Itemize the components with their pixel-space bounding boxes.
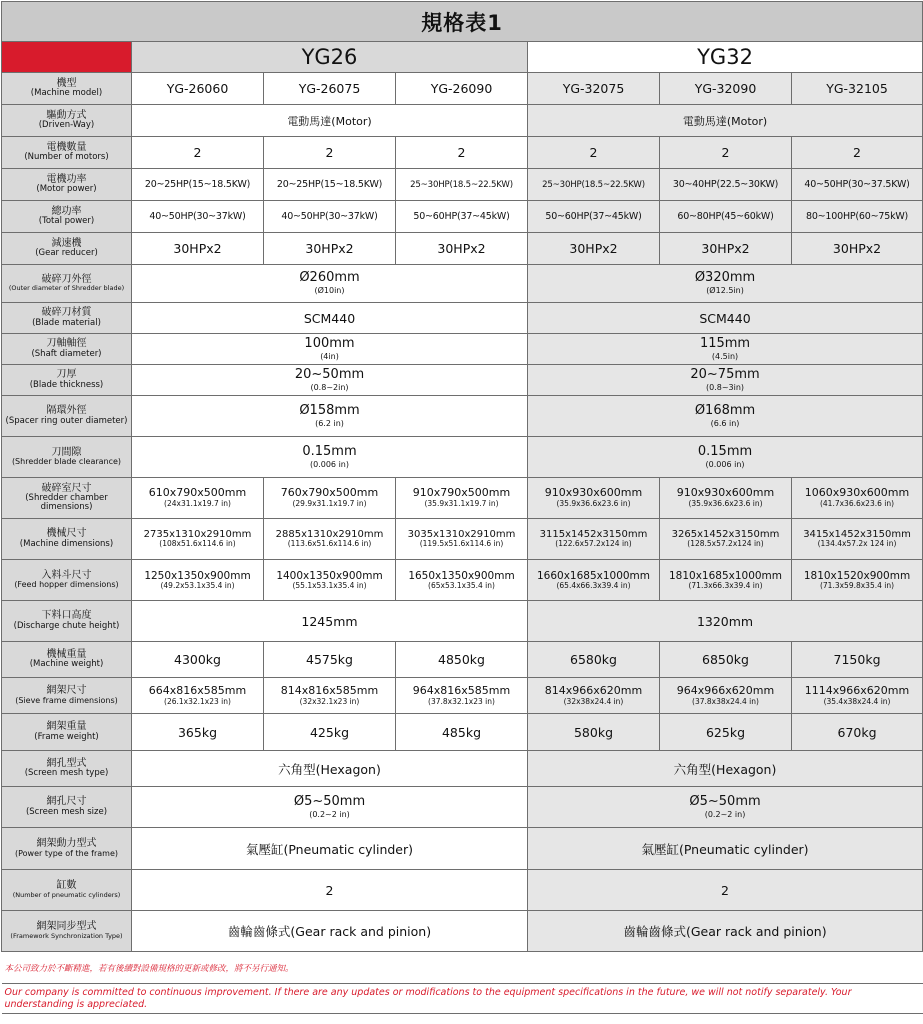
row-motors (2, 137, 923, 169)
value-main: 1650x1350x900mm (408, 569, 515, 582)
value-main: 814x816x585mm (280, 683, 379, 697)
sieve-cell (132, 678, 264, 714)
drive-yg26: 電動馬達(Motor) (132, 105, 528, 137)
value-sub: (35.9x31.1x19.7 in) (424, 499, 499, 508)
motor-power-cell: 30~40HP(22.5~30KW) (660, 169, 792, 201)
label-en: (Power type of the frame) (14, 848, 119, 858)
label-en: (Screen mesh type) (24, 768, 109, 779)
motor-power-cell: 25~30HP(18.5~22.5KW) (396, 169, 528, 201)
value-sub: (65x53.1x35.4 in) (428, 580, 495, 590)
label-zh: 減速機 (51, 237, 82, 249)
value-main: 3115x1452x3150mm (539, 528, 648, 540)
model-cell: YG-26075 (264, 73, 396, 105)
value-sub: (4in) (320, 351, 339, 361)
row-cylinders (2, 870, 923, 911)
row-label (2, 201, 132, 233)
shaft-yg26 (132, 334, 528, 365)
label-zh: 網架同步型式 (36, 921, 97, 933)
value-main: 0.15mm (697, 443, 753, 459)
label-zh: 入料斗尺寸 (41, 569, 92, 581)
reducer-cell: 30HPx2 (396, 233, 528, 265)
label-en: (Framework Synchronization Type) (10, 931, 123, 940)
value-sub: (122.6x57.2x124 in) (555, 539, 632, 549)
weight-cell: 4850kg (396, 642, 528, 678)
value-main: Ø5~50mm (293, 793, 366, 809)
value-sub: (108x51.6x114.6 in) (159, 539, 236, 549)
corner-red-cell (2, 42, 132, 73)
sync-yg32: 齒輪齒條式(Gear rack and pinion) (528, 911, 923, 952)
title-row (2, 2, 923, 42)
label-zh: 破碎刀材質 (41, 307, 92, 319)
value-sub: (41.7x36.6x23.6 in) (819, 499, 895, 508)
value-sub: (26.1x32.1x23 in) (164, 696, 231, 706)
row-label (2, 519, 132, 560)
total-power-cell: 80~100HP(60~75kW) (792, 201, 923, 233)
label-en: (Blade thickness) (29, 379, 104, 390)
label-zh: 網孔型式 (46, 757, 87, 769)
hopper-cell (660, 560, 792, 601)
value-sub: (24x31.1x19.7 in) (164, 499, 231, 508)
value-main: 0.15mm (302, 443, 357, 459)
value-main: Ø158mm (299, 402, 360, 418)
thickness-yg26 (132, 365, 528, 396)
disclaimer-zh: 本公司致力於不斷精進，若有後續對設備規格的更新或修改，將不另行通知。 (2, 952, 923, 984)
label-en: (Blade material) (32, 317, 101, 328)
value-sub: (119.5x51.6x114.6 in) (419, 539, 504, 549)
frame-weight-cell: 425kg (264, 714, 396, 751)
blade-od-yg32 (528, 265, 923, 303)
group-header-row (2, 42, 923, 73)
value-sub: (55.1x53.1x35.4 in) (292, 580, 367, 590)
row-shaft (2, 334, 923, 365)
row-label (2, 73, 132, 105)
value-sub: (0.8~2in) (310, 382, 349, 392)
label-en: (Discharge chute height) (13, 620, 120, 631)
row-label (2, 396, 132, 437)
value-sub: (0.006 in) (310, 459, 349, 469)
value-sub: (65.4x66.3x39.4 in) (556, 580, 631, 590)
value-main: 20~75mm (690, 366, 760, 382)
weight-cell: 7150kg (792, 642, 923, 678)
blade-material-yg26: SCM440 (132, 303, 528, 334)
row-mesh-type (2, 751, 923, 787)
row-label (2, 787, 132, 828)
row-label (2, 678, 132, 714)
reducer-cell: 30HPx2 (132, 233, 264, 265)
row-label (2, 642, 132, 678)
row-label (2, 828, 132, 870)
value-main: 964x816x585mm (412, 683, 511, 697)
value-main: 760x790x500mm (280, 486, 379, 500)
mesh-size-yg32 (528, 787, 923, 828)
model-cell: YG-32075 (528, 73, 660, 105)
sieve-cell (396, 678, 528, 714)
label-zh: 破碎刀外徑 (41, 273, 92, 285)
value-main: Ø5~50mm (689, 793, 761, 809)
label-zh: 電機數量 (46, 141, 87, 153)
row-blade-material (2, 303, 923, 334)
drive-yg32: 電動馬達(Motor) (528, 105, 923, 137)
value-main: 1060x930x600mm (804, 486, 910, 500)
label-zh: 刀軸軸徑 (46, 338, 87, 350)
value-sub: (0.2~2 in) (309, 809, 350, 819)
value-sub: (35.9x36.6x23.6 in) (556, 499, 631, 508)
frame-weight-cell: 625kg (660, 714, 792, 751)
value-main: 3035x1310x2910mm (407, 528, 516, 540)
discharge-yg32: 1320mm (528, 601, 923, 642)
reducer-cell: 30HPx2 (792, 233, 923, 265)
row-label (2, 751, 132, 787)
value-sub: (6.6 in) (710, 418, 740, 428)
label-en: (Machine weight) (29, 659, 104, 670)
row-chamber (2, 478, 923, 519)
frame-weight-cell: 670kg (792, 714, 923, 751)
label-zh: 機械尺寸 (46, 528, 87, 540)
thickness-yg32 (528, 365, 923, 396)
row-total-power (2, 201, 923, 233)
value-main: 910x930x600mm (676, 486, 775, 500)
value-main: 1810x1685x1000mm (668, 569, 783, 582)
label-zh: 電機功率 (46, 173, 87, 185)
motor-power-cell: 40~50HP(30~37.5KW) (792, 169, 923, 201)
page-title: 規格表1 (2, 2, 923, 42)
label-en: (Shredder chamber dimensions) (25, 493, 108, 513)
value-main: 664x816x585mm (148, 683, 247, 697)
hopper-cell (396, 560, 528, 601)
chamber-cell (528, 478, 660, 519)
motors-cell: 2 (660, 137, 792, 169)
machine-dim-cell (396, 519, 528, 560)
chamber-cell (660, 478, 792, 519)
hopper-cell (132, 560, 264, 601)
label-zh: 破碎室尺寸 (41, 482, 92, 494)
row-spacer (2, 396, 923, 437)
value-sub: (35.9x36.6x23.6 in) (688, 499, 763, 508)
motor-power-cell: 20~25HP(15~18.5KW) (132, 169, 264, 201)
label-zh: 機械重量 (46, 648, 87, 660)
value-sub: (0.2~2 in) (704, 809, 746, 819)
value-sub: (32x32.1x23 in) (299, 696, 360, 706)
motors-cell: 2 (264, 137, 396, 169)
row-label (2, 303, 132, 334)
value-main: Ø168mm (694, 402, 756, 418)
label-zh: 刀厚 (56, 369, 77, 381)
label-en: (Machine model) (30, 88, 103, 99)
machine-dim-cell (132, 519, 264, 560)
value-sub: (37.8x32.1x23 in) (428, 696, 495, 706)
machine-dim-cell (264, 519, 396, 560)
label-zh: 隔環外徑 (46, 405, 87, 417)
label-en: (Screen mesh size) (25, 806, 108, 817)
value-main: 610x790x500mm (148, 486, 247, 500)
row-label (2, 560, 132, 601)
chamber-cell (264, 478, 396, 519)
label-en: (Feed hopper dimensions) (14, 580, 119, 590)
row-sieve (2, 678, 923, 714)
machine-dim-cell (528, 519, 660, 560)
row-label (2, 437, 132, 478)
chamber-cell (132, 478, 264, 519)
reducer-cell: 30HPx2 (528, 233, 660, 265)
value-main: 1810x1520x900mm (803, 569, 911, 582)
row-blade-od (2, 265, 923, 303)
value-main: 1114x966x620mm (804, 683, 910, 697)
hopper-cell (528, 560, 660, 601)
total-power-cell: 50~60HP(37~45kW) (528, 201, 660, 233)
label-zh: 網架動力型式 (36, 838, 97, 850)
row-discharge (2, 601, 923, 642)
frame-weight-cell: 365kg (132, 714, 264, 751)
row-frame-weight (2, 714, 923, 751)
motor-power-cell: 20~25HP(15~18.5KW) (264, 169, 396, 201)
value-main: 814x966x620mm (544, 683, 643, 697)
value-main: 910x790x500mm (412, 486, 511, 500)
group-header-yg26: YG26 (132, 42, 528, 73)
label-zh: 驅動方式 (46, 109, 87, 121)
clearance-yg26 (132, 437, 528, 478)
total-power-cell: 50~60HP(37~45kW) (396, 201, 528, 233)
mesh-type-yg32: 六角型(Hexagon) (528, 751, 923, 787)
sieve-cell (528, 678, 660, 714)
row-sync (2, 911, 923, 952)
value-sub: (134.4x57.2x 124 in) (817, 539, 897, 549)
frame-weight-cell: 485kg (396, 714, 528, 751)
value-main: 2885x1310x2910mm (275, 528, 384, 540)
value-main: 964x966x620mm (676, 683, 775, 697)
value-sub: (128.5x57.2x124 in) (687, 539, 764, 549)
value-sub: (37.8x38x24.4 in) (692, 696, 759, 706)
label-en: (Machine dimensions) (19, 538, 114, 549)
value-main: 20~50mm (294, 366, 365, 382)
weight-cell: 4575kg (264, 642, 396, 678)
machine-dim-cell (792, 519, 923, 560)
value-main: 3265x1452x3150mm (671, 528, 780, 540)
label-en: (Number of motors) (24, 152, 109, 163)
label-zh: 機型 (56, 77, 77, 89)
chamber-cell (396, 478, 528, 519)
row-label (2, 601, 132, 642)
row-mesh-size (2, 787, 923, 828)
row-drive (2, 105, 923, 137)
label-en: (Driven-Way) (38, 120, 95, 131)
value-sub: (0.8~3in) (705, 382, 745, 392)
row-label (2, 714, 132, 751)
total-power-cell: 40~50HP(30~37kW) (132, 201, 264, 233)
spacer-yg32 (528, 396, 923, 437)
label-en: (Shaft diameter) (31, 348, 102, 359)
label-zh: 下料口高度 (41, 610, 92, 622)
label-en: (Outer diameter of Shredder blade) (8, 284, 125, 293)
row-label (2, 478, 132, 519)
discharge-yg26: 1245mm (132, 601, 528, 642)
row-clearance (2, 437, 923, 478)
label-en: (Total power) (38, 216, 95, 227)
reducer-cell: 30HPx2 (660, 233, 792, 265)
value-sub: (71.3x59.8x35.4 in) (819, 580, 895, 590)
spacer-yg26 (132, 396, 528, 437)
row-label (2, 137, 132, 169)
motors-cell: 2 (396, 137, 528, 169)
mesh-type-yg26: 六角型(Hexagon) (132, 751, 528, 787)
model-cell: YG-32105 (792, 73, 923, 105)
clearance-yg32 (528, 437, 923, 478)
note-row-en (2, 984, 923, 1014)
row-label (2, 334, 132, 365)
total-power-cell: 60~80HP(45~60kW) (660, 201, 792, 233)
hopper-cell (792, 560, 923, 601)
value-main: 910x930x600mm (544, 486, 643, 500)
label-zh: 網架重量 (46, 721, 87, 733)
disclaimer-en: Our company is committed to continuous improvement. If there are any updates or modifications to the equipment specifications in the future, we will not notify separately. Your understanding is appreciated. (2, 984, 923, 1014)
label-zh: 網孔尺寸 (46, 796, 87, 808)
row-label (2, 169, 132, 201)
label-en: (Frame weight) (34, 731, 99, 742)
value-sub: (32x38x24.4 in) (563, 696, 624, 706)
row-label (2, 911, 132, 952)
value-main: 1660x1685x1000mm (536, 569, 651, 582)
row-machine-dim (2, 519, 923, 560)
hopper-cell (264, 560, 396, 601)
value-sub: (6.2 in) (315, 418, 344, 428)
value-main: Ø320mm (694, 270, 756, 286)
row-label (2, 233, 132, 265)
value-sub: (49.2x53.1x35.4 in) (160, 580, 235, 590)
value-main: 100mm (304, 335, 355, 351)
model-cell: YG-26090 (396, 73, 528, 105)
row-reducer (2, 233, 923, 265)
note-row-zh (2, 952, 923, 984)
blade-od-yg26 (132, 265, 528, 303)
row-power-type (2, 828, 923, 870)
value-sub: (71.3x66.3x39.4 in) (688, 580, 763, 590)
row-label (2, 265, 132, 303)
value-main: 1250x1350x900mm (144, 569, 251, 582)
motors-cell: 2 (528, 137, 660, 169)
group-header-yg32: YG32 (528, 42, 923, 73)
value-main: 3415x1452x3150mm (803, 528, 911, 540)
row-motor-power (2, 169, 923, 201)
chamber-cell (792, 478, 923, 519)
row-hopper (2, 560, 923, 601)
cylinders-yg26: 2 (132, 870, 528, 911)
motor-power-cell: 25~30HP(18.5~22.5KW) (528, 169, 660, 201)
row-model (2, 73, 923, 105)
motors-cell: 2 (132, 137, 264, 169)
model-cell: YG-26060 (132, 73, 264, 105)
row-label (2, 870, 132, 911)
value-sub: (Ø10in) (314, 286, 345, 296)
power-type-yg26: 氣壓缸(Pneumatic cylinder) (132, 828, 528, 870)
label-en: (Shredder blade clearance) (11, 457, 122, 467)
label-en: (Spacer ring outer diameter) (5, 415, 128, 426)
label-en: (Sieve frame dimensions) (15, 695, 118, 705)
row-thickness (2, 365, 923, 396)
sieve-cell (264, 678, 396, 714)
value-main: 1400x1350x900mm (276, 569, 383, 582)
weight-cell: 6580kg (528, 642, 660, 678)
power-type-yg32: 氣壓缸(Pneumatic cylinder) (528, 828, 923, 870)
weight-cell: 4300kg (132, 642, 264, 678)
mesh-size-yg26 (132, 787, 528, 828)
spec-table (1, 1, 923, 1014)
label-en: (Number of pneumatic cylinders) (12, 890, 121, 899)
sieve-cell (792, 678, 923, 714)
blade-material-yg32: SCM440 (528, 303, 923, 334)
frame-weight-cell: 580kg (528, 714, 660, 751)
label-zh: 缸數 (56, 880, 77, 892)
cylinders-yg32: 2 (528, 870, 923, 911)
row-label (2, 365, 132, 396)
total-power-cell: 40~50HP(30~37kW) (264, 201, 396, 233)
shaft-yg32 (528, 334, 923, 365)
label-zh: 刀間隙 (51, 446, 82, 458)
weight-cell: 6850kg (660, 642, 792, 678)
value-sub: (35.4x38x24.4 in) (823, 696, 891, 706)
model-cell: YG-32090 (660, 73, 792, 105)
reducer-cell: 30HPx2 (264, 233, 396, 265)
label-en: (Gear reducer) (35, 248, 98, 259)
value-sub: (0.006 in) (705, 459, 745, 469)
row-weight (2, 642, 923, 678)
value-sub: (113.6x51.6x114.6 in) (287, 539, 372, 549)
row-label (2, 105, 132, 137)
value-main: 2735x1310x2910mm (143, 528, 252, 540)
machine-dim-cell (660, 519, 792, 560)
value-sub: (29.9x31.1x19.7 in) (292, 499, 367, 508)
value-main: Ø260mm (299, 270, 360, 286)
label-zh: 總功率 (51, 205, 82, 217)
label-zh: 網架尺寸 (46, 685, 87, 697)
sync-yg26: 齒輪齒條式(Gear rack and pinion) (132, 911, 528, 952)
value-sub: (4.5in) (711, 351, 739, 361)
label-en: (Motor power) (36, 184, 97, 195)
sieve-cell (660, 678, 792, 714)
value-sub: (Ø12.5in) (706, 286, 744, 296)
motors-cell: 2 (792, 137, 923, 169)
value-main: 115mm (699, 335, 751, 351)
